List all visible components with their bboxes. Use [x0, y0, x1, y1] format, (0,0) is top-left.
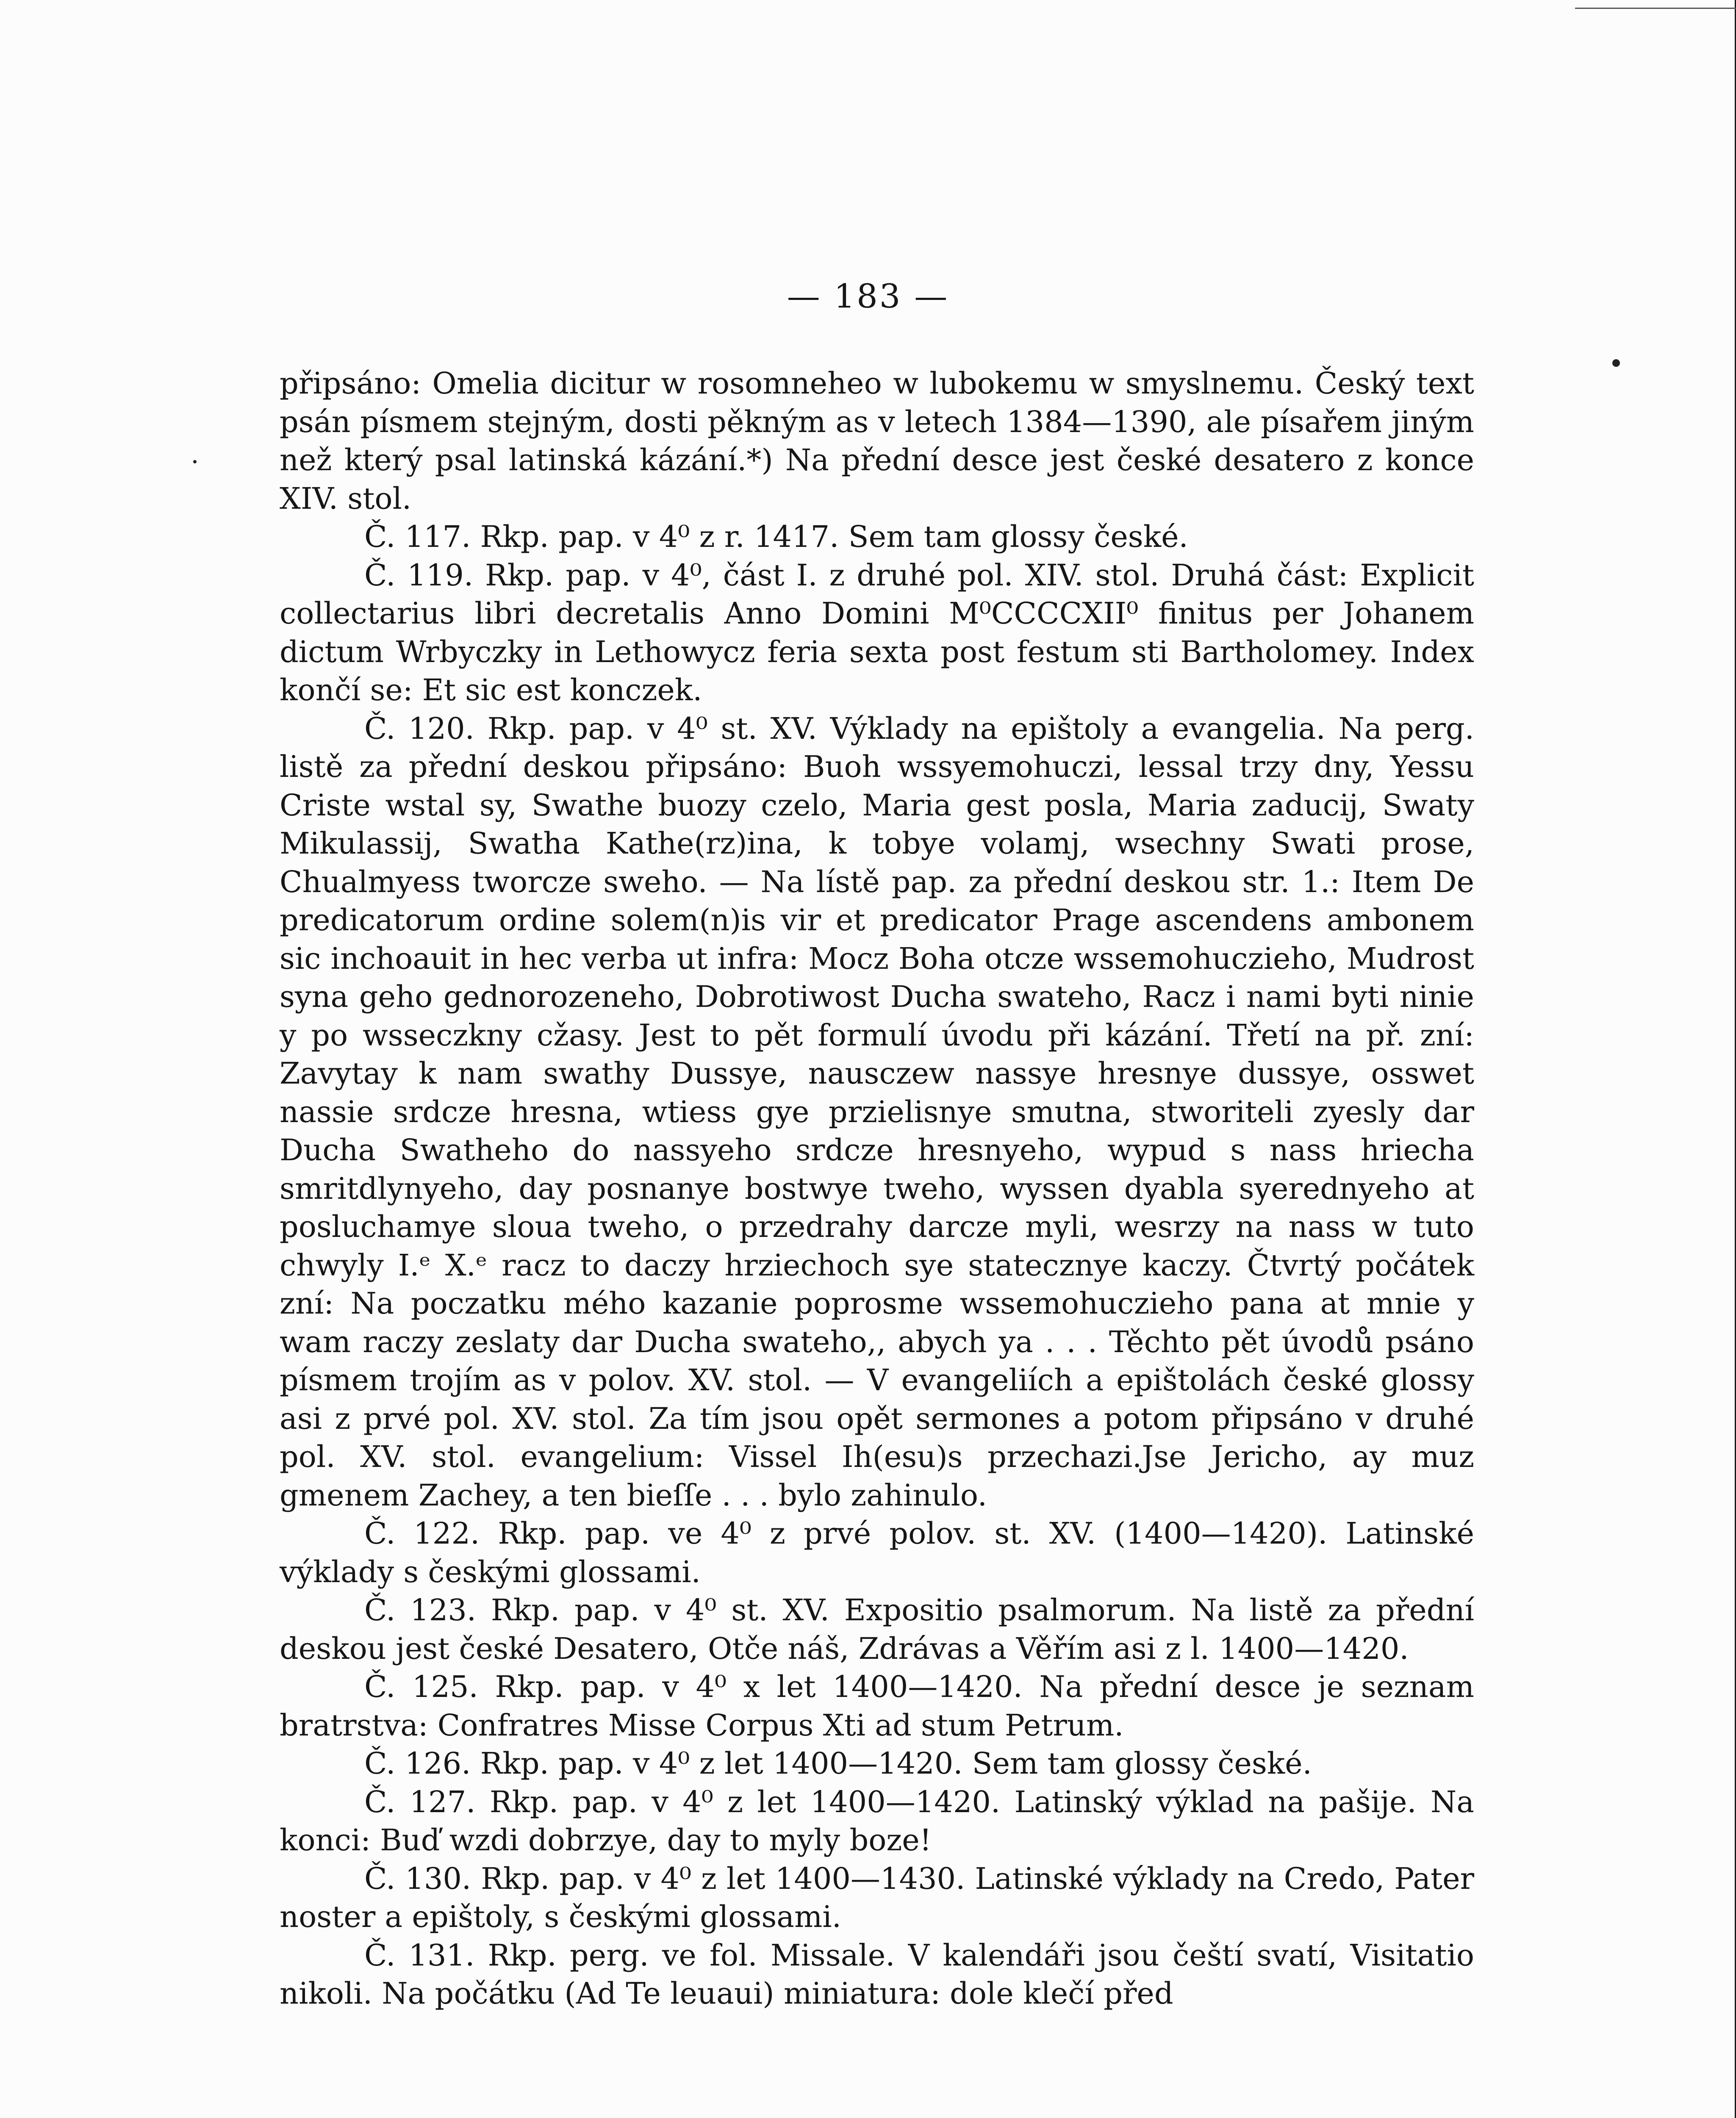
ink-speck — [193, 460, 197, 463]
paragraph: Č. 126. Rkp. pap. v 4⁰ z let 1400—1420. Sem tam glossy české. — [364, 1746, 1312, 1781]
paragraph: Č. 120. Rkp. pap. v 4⁰ st. XV. Výklady na epištoly a evangelia. Na perg. listě za přední deskou připsáno: Buoh wssyemohuczi, lessal trzy dny, Yessu Criste wstal sy, Swathe buozy czelo, Maria gest posla, Maria zaducij, Swaty Mikulassij, Swatha Kathe(rz)ina, k tobye volamj, wsechny Swati prose, Chualmyess tworcze sweho. — Na lístě pap. za přední deskou str. 1.: Item De predicatorum ordine solem(n)is vir et predicator Prage ascendens ambonem sic inchoauit in hec verba ut infra: Mocz Boha otcze wssemohuczieho, Mudrost syna geho gednorozeneho, Dobrotiwost Ducha swateho, Racz i nami byti ninie y po wsseczkny cžasy. Jest to pět formulí úvodu při kázání. Třetí na př. zní: Zavytay k nam swathy Dussye, nausczew nassye hresnye dussye, osswet nassie srdcze hresna, wtiess gye przielisnye smutna, stworiteli zyesly dar Ducha Swatheho do nassyeho srdcze hresnyeho, wypud s nass hriecha smritdlynyeho, day posnanye bostwye tweho, wyssen dyabla syerednyeho at posluchamye sloua tweho, o przedrahy darcze myli, wesrzy na nass w tuto chwyly I.ᵉ X.ᵉ racz to daczy hrziechoch sye statecznye kaczy. Čtvrtý počátek zní: Na poczatku mého kazanie poprosme wssemohuczieho pana at mnie y wam raczy zeslaty dar Ducha swateho,, abych ya . . . Těchto pět úvodů psáno písmem trojím as v polov. XV. stol. — V evangeliích a epištolách české glossy asi z prvé pol. XV. stol. Za tím jsou opět sermones a potom připsáno v druhé pol. XV. stol. evangelium: Vissel Ih(esu)s przechazi.Jse Jericho, ay muz gmenem Zachey, a ten bieſſe . . . bylo zahinulo. — [280, 711, 1474, 1513]
page-edge-mark — [1575, 8, 1736, 9]
paragraph: Č. 130. Rkp. pap. v 4⁰ z let 1400—1430. Latinské výklady na Credo, Pater noster a epištoly, s českými glossami. — [280, 1861, 1474, 1934]
paragraph: Č. 127. Rkp. pap. v 4⁰ z let 1400—1420. Latinský výklad na pašije. Na konci: Buď wzdi dobrzye, day to myly boze! — [280, 1784, 1474, 1857]
paragraph: Č. 131. Rkp. perg. ve fol. Missale. V kalendáři jsou čeští svatí, Visitatio nikoli. Na počátku (Ad Te leuaui) miniatura: dole klečí před — [280, 1938, 1474, 2011]
paragraph: Č. 122. Rkp. pap. ve 4⁰ z prvé polov. st. XV. (1400—1420). Latinské výklady s českými glossami. — [280, 1516, 1474, 1589]
paragraph: připsáno: Omelia dicitur w rosomneheo w lubokemu w smyslnemu. Český text psán písmem stejným, dosti pěkným as v letech 1384—1390, ale písařem jiným než který psal latinská kázání.*) Na přední desce jest české desatero z konce XIV. stol. — [280, 366, 1474, 516]
paragraph: Č. 123. Rkp. pap. v 4⁰ st. XV. Expositio psalmorum. Na listě za přední deskou jest české Desatero, Otče náš, Zdrávas a Věřím asi z l. 1400—1420. — [280, 1593, 1474, 1666]
paragraph: Č. 117. Rkp. pap. v 4⁰ z r. 1417. Sem tam glossy české. — [364, 519, 1188, 554]
page-number: — 183 — — [787, 277, 949, 316]
paragraph: Č. 119. Rkp. pap. v 4⁰, část I. z druhé pol. XIV. stol. Druhá část: Explicit collectarius libri decretalis Anno Domini M⁰CCCCXII⁰ finitus per Johanem dictum Wrbyczky in Lethowycz feria sexta post festum sti Bartholomey. Index končí se: Et sic est konczek. — [280, 557, 1474, 707]
body-text — [280, 364, 1474, 2013]
paragraph: Č. 125. Rkp. pap. v 4⁰ x let 1400—1420. Na přední desce je seznam bratrstva: Confratres Misse Corpus Xti ad stum Petrum. — [280, 1669, 1474, 1743]
ink-speck — [1612, 359, 1620, 367]
